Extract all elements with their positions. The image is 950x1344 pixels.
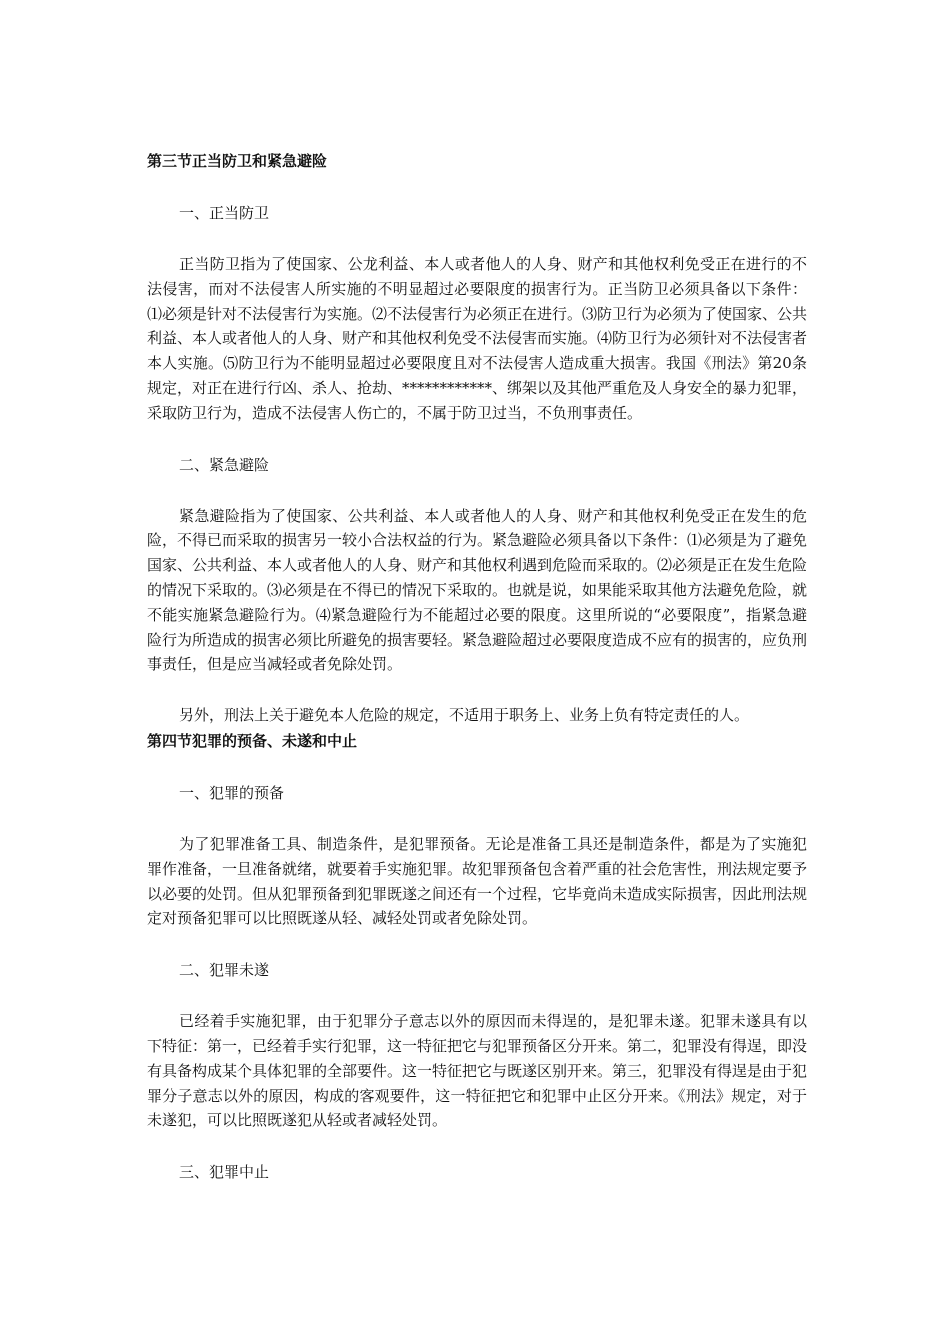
document-body bbox=[147, 148, 807, 1185]
section-title: 第三节正当防卫和紧急避险 bbox=[147, 152, 328, 170]
subsection-heading: 一、犯罪的预备 bbox=[179, 783, 285, 802]
paragraph: 正当防卫指为了使国家、公龙利益、本人或者他人的人身、财产和其他权利免受正在进行的不法侵害，而对不法侵害人所实施的不明显超过必要限度的损害行为。正当防卫必须具备以下条件： ⑴必须是针对不法侵害行为实施。⑵不法侵害行为必须正在进行。⑶防卫行为必须为了使国家、公共利益、本人或者他人的人身、财产和其他权利免受不法侵害而实施。⑷防卫行为必须针对不法侵害者本人实施。⑸防卫行为不能明显超过必要限度且对不法侵害人造成重大损害。我国《刑法》第20条规定，对正在进行行凶、杀人、抢劫、************、绑架以及其他严重危及人身安全的暴力犯罪，采取防卫行为，造成不法侵害人伤亡的，不属于防卫过当，不负刑事责任。 bbox=[147, 255, 808, 422]
section-title: 第四节犯罪的预备、未遂和中止 bbox=[147, 731, 358, 750]
paragraph: 已经着手实施犯罪，由于犯罪分子意志以外的原因而未得逞的，是犯罪未遂。犯罪未遂具有以下特征：第一，已经着手实行犯罪，这一特征把它与犯罪预备区分开来。第二，犯罪没有得逞，即没有具备构成某个具体犯罪的全部要件。这一特征把它与既遂区别开来。第三，犯罪没有得逞是由于犯罪分子意志以外的原因，构成的客观要件，这一特征把它和犯罪中止区分开来。《刑法》规定，对于未遂犯，可以比照既遂犯从轻或者减轻处罚。 bbox=[147, 1012, 808, 1130]
paragraph: 为了犯罪准备工具、制造条件，是犯罪预备。无论是准备工具还是制造条件，都是为了实施犯罪作准备，一旦准备就绪，就要着手实施犯罪。故犯罪预备包含着严重的社会危害性，刑法规定要予以必要的处罚。但从犯罪预备到犯罪既遂之间还有一个过程，它毕竟尚未造成实际损害，因此刑法规定对预备犯罪可以比照既遂从轻、减轻处罚或者免除处罚。 bbox=[147, 834, 808, 928]
subsection-heading: 二、犯罪未遂 bbox=[179, 961, 270, 980]
subsection-heading: 二、紧急避险 bbox=[179, 455, 270, 474]
subsection-heading: 三、犯罪中止 bbox=[179, 1163, 270, 1182]
paragraph: 另外，刑法上关于避免本人危险的规定，不适用于职务上、业务上负有特定责任的人。 bbox=[179, 706, 750, 725]
subsection-heading: 一、正当防卫 bbox=[179, 204, 270, 222]
paragraph: 紧急避险指为了使国家、公共利益、本人或者他人的人身、财产和其他权利免受正在发生的危险，不得已而采取的损害另一较小合法权益的行为。紧急避险必须具备以下条件：⑴必须是为了避免国家、公共利益、本人或者他人的人身、财产和其他权利遇到危险而采取的。⑵必须是正在发生危险的情况下采取的。⑶必须是在不得已的情况下采取的。也就是说，如果能采取其他方法避免危险，就不能实施紧急避险行为。⑷紧急避险行为不能超过必要的限度。这里所说的“必要限度”，指紧急避险行为所造成的损害必须比所避免的损害要轻。紧急避险超过必要限度造成不应有的损害的，应负刑事责任，但是应当减轻或者免除处罚。 bbox=[147, 506, 808, 674]
